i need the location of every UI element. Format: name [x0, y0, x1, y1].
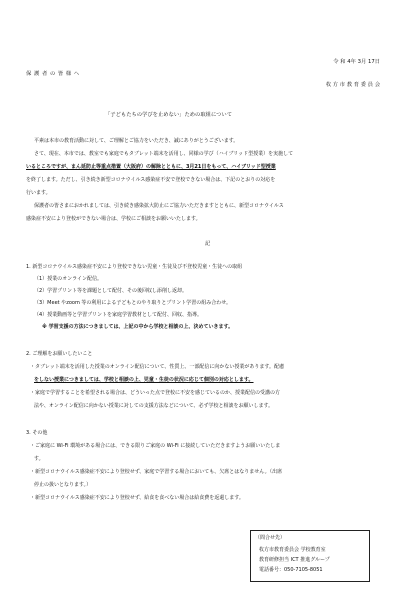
intro-line: 平素は本市の教育活動に対して、ご理解とご協力をいただき、誠にありがとうございます。	[34, 138, 239, 144]
section3-line: 停止の扱いとなります。）	[34, 482, 92, 488]
section3-line: す。	[34, 456, 44, 462]
section3-line: ・ご家庭に Wi-Fi 環境がある場合には、できる限りご家庭の Wi-Fi に接続していただきますようお願いいたしま	[30, 443, 281, 449]
section1-item: （2）学習プリント等を課題として配付、その後回収し添削し返却。	[34, 288, 187, 294]
document-date: 令 和 4年 3月 17日	[333, 59, 380, 65]
intro-line: を終了します。ただし、引き続き新型コロナウイルス感染症不安で登校できない場合は、下記のとおりの対応を	[26, 177, 276, 183]
ki-heading: 記	[205, 241, 211, 247]
contact-line: 枚方市教育委員会 学校教育室	[259, 547, 326, 553]
section2-line: ・家庭で学習することを希望される場合は、どういった点で登校に不安を感じているのか、授業配信の受講の方	[30, 390, 281, 396]
document-title: 「子どもたちの学びを止めない」ための取組について	[105, 112, 233, 118]
section1-heading: 1. 新型コロナウイルス感染症不安により登校できない児童・生徒及び不登校児童・生徒への取組	[26, 264, 243, 270]
section2-line: 法や、オンライン配信に向かない授業に対しての支援方法などについて、必ず学校と相談をお願いします。	[34, 403, 274, 409]
section2-line: をしない授業につきましては、学校と相談の上、児童・生徒の状況に応じて個別の対応とします。	[34, 377, 254, 383]
section1-item: （4）授業動画等と学習プリントを家庭学習教材として配付、回収、指導。	[34, 312, 202, 318]
section1-item: （1）授業のオンライン配信。	[34, 276, 103, 282]
intro-line: 行います。	[26, 190, 51, 196]
contact-line: 教育研修担当 ICT 推進グループ	[259, 557, 330, 563]
intro-line: 保護者の皆さまにおかれましては、引き続き感染拡大防止にご協力いただきますとともに、新型コロナウイルス	[34, 203, 284, 209]
section1-item: （3）Meet やzoom 等の利用による子どもとのやり取りとプリント学習の組み合わせ。	[34, 300, 232, 306]
sender: 枚 方 市 教 育 委 員 会	[325, 82, 380, 88]
intro-line: 感染症不安により登校ができない場合は、学校にご相談をお願いいたします。	[26, 216, 201, 222]
intro-line: いるところですが、まん延防止等重点措置（大阪府）の解除とともに、3月21日をもって、ハイブリッド型授業	[26, 164, 276, 170]
contact-phone: 電話番号：050-7105-8051	[259, 567, 323, 573]
section1-note: ※ 学習支援の方法につきましては、上記の中から学校と相談の上、決めていきます。	[42, 324, 234, 330]
contact-label: （問合せ先）	[255, 535, 286, 541]
section2-heading: 2. ご理解をお願いしたいこと	[26, 351, 93, 357]
contact-box	[250, 530, 370, 582]
addressee: 保 護 者 の 皆 様 へ	[26, 71, 80, 77]
intro-line: さて、現在、本市では、教室でも家庭でもタブレット端末を活用し、同様の学び（ハイブリッド型授業）を実施して	[34, 151, 294, 157]
section3-heading: 3. その他	[26, 430, 48, 436]
section3-line: ・新型コロナウイルス感染症不安により登校せず、家庭で学習する場合においても、欠席とはなりません。（出席	[30, 469, 283, 475]
section3-line: ・新型コロナウイルス感染症不安により登校せず、給食を食べない場合は給食費を返還します。	[30, 495, 244, 501]
section2-line: ・タブレット端末を活用した授業のオンライン配信について、性質上、一部配信に向かない授業があります。配慮	[30, 364, 285, 370]
